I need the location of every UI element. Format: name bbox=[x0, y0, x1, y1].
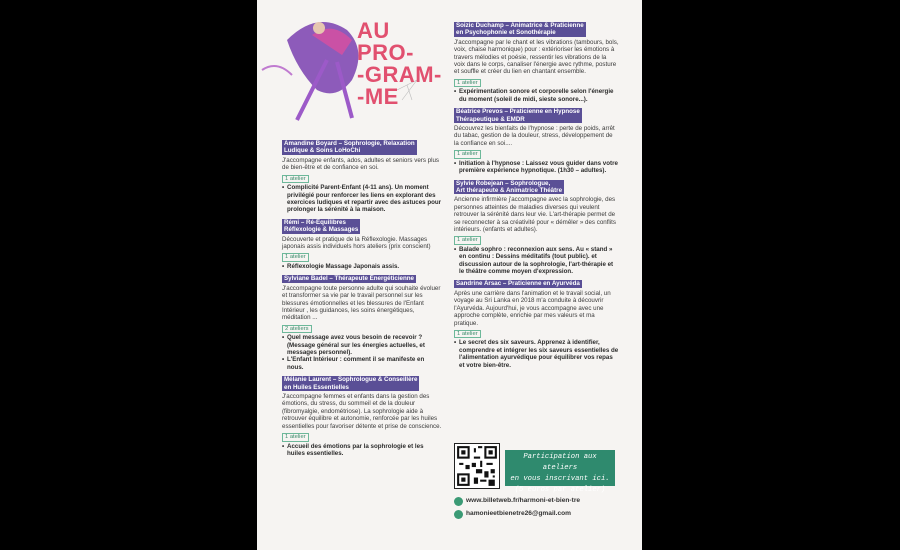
practitioner-block bbox=[454, 180, 619, 276]
atelier-badge: 1 atelier bbox=[282, 253, 309, 262]
practitioner-description: Découverte et pratique de la Réflexologie. Massages japonais assis individuels hors ateliers (prix conscient) bbox=[282, 235, 431, 250]
poster bbox=[257, 0, 642, 550]
atelier-item: • Expérimentation sonore et corporelle selon l'énergie du moment (soleil de midi, sieste sonore...). bbox=[454, 88, 619, 103]
email-icon bbox=[454, 510, 463, 519]
practitioner-header: Sylviane Badel – Thérapeute Énergéticienne bbox=[284, 275, 414, 283]
atelier-item: • Balade sophro : reconnexion aux sens. Au « stand » en continu : Dessins méditatifs (tout public). et discussion autour de la sophrologie, l'art-thérapie et le théâtre comme moyen d'expression. bbox=[454, 246, 619, 276]
contact-block bbox=[454, 496, 580, 522]
practitioner-description: J'accompagne par le chant et les vibrations (tambours, bols, voix, chaise harmonique) pour : extérioriser les émotions à travers mélodies et poésie, ressentir les vibrations de la voix dans le corps, canaliser l'énergie avec rythme, posture et souffle et créer du lien en chantant ensemble. bbox=[454, 38, 619, 76]
email-link[interactable]: hamonieetbienetre26@gmail.com bbox=[454, 509, 580, 522]
atelier-item: • Accueil des émotions par la sophrologie et les huiles essentielles. bbox=[282, 443, 442, 458]
practitioner-description: Après une carrière dans l'animation et le travail social, un voyage au Sri Lanka en 2018 m'a conduite à découvrir l'Ayurvéda. Aujourd'hui, je vous accompagne avec une approche complète, enrichie par mes valeurs et ma pratique. bbox=[454, 289, 611, 327]
atelier-badge: 1 atelier bbox=[282, 433, 309, 442]
practitioner-description: J'accompagne toute personne adulte qui souhaite évoluer et transformer sa vie par le travail personnel sur les blessures émotionnelles et les blessures de l'Enfant Intérieur , les guidances, les soins énergétiques, méditation ... bbox=[282, 284, 441, 322]
practitioner-block bbox=[454, 280, 619, 369]
atelier-badge: 1 atelier bbox=[454, 150, 481, 159]
practitioner-description: Découvrez les bienfaits de l'hypnose : perte de poids, arrêt du tabac, gestion de la douleur, stress, développement de la confiance en soi.... bbox=[454, 124, 615, 147]
practitioner-block bbox=[454, 22, 619, 103]
qr-code[interactable] bbox=[454, 443, 500, 489]
participation-banner: Participation aux ateliers en vous inscrivant ici. (5 euros par atelier) bbox=[505, 450, 615, 486]
practitioner-header: Soizic Duchamp – Animatrice & Praticienne en Psychophonie et Sonothérapie bbox=[456, 22, 584, 37]
atelier-item: • Complicité Parent-Enfant (4-11 ans). Un moment privilégié pour renforcer les liens en explorant des exercices ludiques et repartir avec des astuces pour prolonger la sérénité à la maison. bbox=[282, 184, 442, 214]
practitioner-description: J'accompagne femmes et enfants dans la gestion des émotions, du stress, du sommeil et de la douleur (fibromyalgie, endométriose). La sophrologie aide à retrouver équilibre et autonomie, renforcée par les huiles essentielles pour favoriser détente et prise de conscience. bbox=[282, 393, 442, 430]
atelier-badge: 2 ateliers bbox=[282, 325, 312, 334]
practitioner-header: Béatrice Prevos – Praticienne en Hypnose Thérapeutique & EMDR bbox=[456, 108, 580, 123]
practitioner-header: Mélanie Laurent – Sophrologue & Conseillère en Huiles Essentielles bbox=[284, 376, 418, 391]
atelier-item: • Initiation à l'hypnose : Laissez vous guider dans votre première expérience hypnotique. (1h30 – adultes). bbox=[454, 160, 619, 175]
programme-title: AU PRO- -GRAM- -ME bbox=[357, 18, 442, 109]
practitioner-header: Rémi – Ré-Équilibres Réflexologie & Massages bbox=[284, 218, 359, 234]
practitioner-block bbox=[454, 108, 619, 174]
atelier-badge: 1 atelier bbox=[454, 79, 481, 88]
atelier-item: • Le secret des six saveurs. Apprenez à identifier, comprendre et intégrer les six saveurs essentielles de l'alimentation ayurvédique pour équilibrer vos repas et votre bien-être. bbox=[454, 339, 619, 369]
practitioner-header: Amandine Boyard – Sophrologie, Relaxation Ludique & Soins LoHoChi bbox=[284, 140, 415, 155]
practitioner-header: Sandrine Arsac – Praticienne en Ayurvéda bbox=[456, 280, 580, 288]
globe-icon bbox=[454, 497, 463, 506]
practitioner-description: Ancienne infirmière j'accompagne avec la sophrologie, des personnes atteintes de maladies diverses qui veulent retrouver la sérénité dans leur vie. L'art-thérapie permet de se reconnecter à sa créativité pour « démêler » des conflits intérieurs. (enfants et adultes). bbox=[454, 196, 616, 233]
right-column bbox=[454, 22, 619, 374]
practitioner-header: Sylvie Robejean – Sophrologue, Art thérapeute & Animatrice Théâtre bbox=[456, 179, 563, 194]
atelier-badge: 1 atelier bbox=[454, 330, 481, 339]
practitioner-block bbox=[282, 275, 442, 371]
practitioner-block bbox=[282, 219, 442, 271]
atelier-item: • Quel message avez vous besoin de recevoir ? (Message général sur les énergies actuelles, et messages personnel). bbox=[282, 334, 442, 356]
atelier-item: • L'Enfant Intérieur : comment il se manifeste en nous. bbox=[282, 356, 442, 371]
left-column bbox=[282, 140, 442, 462]
atelier-badge: 1 atelier bbox=[454, 236, 481, 245]
practitioner-block bbox=[282, 140, 442, 214]
atelier-badge: 1 atelier bbox=[282, 175, 309, 184]
atelier-item: • Réflexologie Massage Japonais assis. bbox=[282, 263, 442, 270]
practitioner-description: J'accompagne enfants, ados, adultes et seniors vers plus de bien-être et de confiance en soi. bbox=[282, 156, 439, 172]
website-link[interactable]: www.billetweb.fr/harmoni-et-bien-tre bbox=[454, 496, 580, 509]
practitioner-block bbox=[282, 376, 442, 457]
